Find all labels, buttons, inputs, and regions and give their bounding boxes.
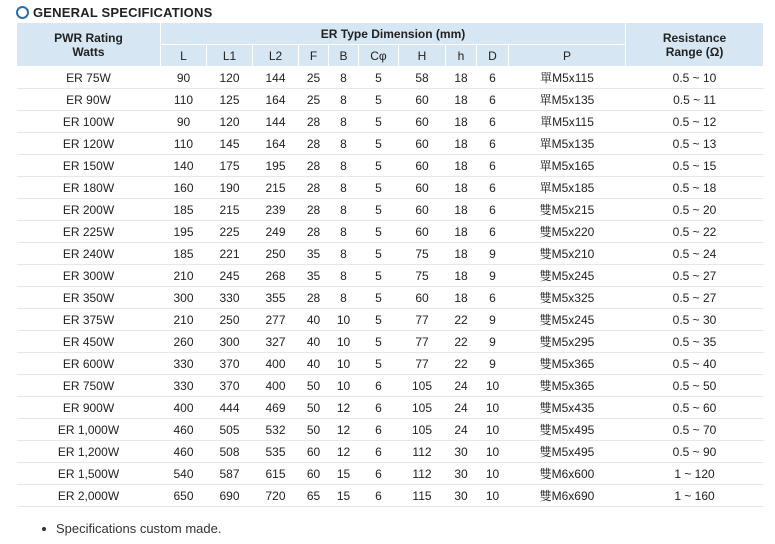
dimension-cell: 12 bbox=[329, 397, 359, 419]
dimension-cell: 8 bbox=[329, 265, 359, 287]
dimension-cell: 330 bbox=[161, 375, 207, 397]
pwr-rating-header-line1: PWR Rating bbox=[54, 30, 123, 45]
dimension-cell: 120 bbox=[207, 67, 253, 89]
pwr-rating-header-line2: Watts bbox=[72, 44, 105, 59]
dimension-cell: 144 bbox=[253, 111, 299, 133]
table-row bbox=[17, 199, 764, 221]
dimension-cell: 144 bbox=[253, 67, 299, 89]
dimension-cell: 10 bbox=[477, 375, 509, 397]
dimension-cell: 164 bbox=[253, 89, 299, 111]
dimension-cell: 250 bbox=[253, 243, 299, 265]
table-row bbox=[17, 331, 764, 353]
table-row bbox=[17, 221, 764, 243]
power-rating-cell: ER 1,200W bbox=[17, 441, 161, 463]
resistance-cell: 1 ~ 120 bbox=[626, 463, 764, 485]
dimension-cell: 22 bbox=[446, 331, 477, 353]
dimension-cell: 40 bbox=[299, 309, 329, 331]
dimension-cell: 330 bbox=[161, 353, 207, 375]
dimension-cell: 18 bbox=[446, 155, 477, 177]
dimension-cell: 300 bbox=[161, 287, 207, 309]
table-row bbox=[17, 463, 764, 485]
dimension-cell: 60 bbox=[399, 155, 446, 177]
dimension-cell: 6 bbox=[359, 463, 399, 485]
dimension-cell: 225 bbox=[207, 221, 253, 243]
power-rating-cell: ER 350W bbox=[17, 287, 161, 309]
dimension-cell: 460 bbox=[161, 441, 207, 463]
dimension-cell: 雙M5x495 bbox=[509, 441, 626, 463]
dimension-cell: 6 bbox=[477, 111, 509, 133]
dimension-cell: 5 bbox=[359, 177, 399, 199]
dimension-cell: 532 bbox=[253, 419, 299, 441]
dimension-cell: 18 bbox=[446, 111, 477, 133]
dimension-cell: 210 bbox=[161, 265, 207, 287]
dimension-cell: 15 bbox=[329, 485, 359, 507]
dimension-cell: 單M5x165 bbox=[509, 155, 626, 177]
dimension-cell: 690 bbox=[207, 485, 253, 507]
dimension-group-header: ER Type Dimension (mm) bbox=[161, 23, 626, 45]
dimension-cell: 185 bbox=[161, 199, 207, 221]
dimension-cell: 24 bbox=[446, 397, 477, 419]
dimension-cell: 單M5x115 bbox=[509, 111, 626, 133]
dimension-cell: 60 bbox=[399, 199, 446, 221]
dimension-cell: 單M5x115 bbox=[509, 67, 626, 89]
dimension-cell: 5 bbox=[359, 353, 399, 375]
dimension-cell: 60 bbox=[399, 287, 446, 309]
resistance-cell: 0.5 ~ 27 bbox=[626, 265, 764, 287]
resistance-cell: 0.5 ~ 24 bbox=[626, 243, 764, 265]
resistance-cell: 1 ~ 160 bbox=[626, 485, 764, 507]
dimension-cell: 370 bbox=[207, 375, 253, 397]
dimension-cell: 單M5x185 bbox=[509, 177, 626, 199]
dimension-cell: 6 bbox=[477, 67, 509, 89]
dimension-cell: 18 bbox=[446, 177, 477, 199]
dimension-cell: 249 bbox=[253, 221, 299, 243]
dimension-cell: 6 bbox=[477, 133, 509, 155]
resistance-cell: 0.5 ~ 27 bbox=[626, 287, 764, 309]
dimension-cell: 10 bbox=[477, 441, 509, 463]
dimension-cell: 164 bbox=[253, 133, 299, 155]
dimension-cell: 雙M5x210 bbox=[509, 243, 626, 265]
note-text: Specifications custom made. bbox=[56, 521, 222, 536]
dimension-cell: 145 bbox=[207, 133, 253, 155]
table-row bbox=[17, 111, 764, 133]
resistance-header-line2: Range (Ω) bbox=[665, 44, 724, 59]
dimension-cell: 10 bbox=[329, 331, 359, 353]
power-rating-cell: ER 225W bbox=[17, 221, 161, 243]
dimension-cell: 105 bbox=[399, 397, 446, 419]
table-row bbox=[17, 243, 764, 265]
dimension-cell: 6 bbox=[359, 441, 399, 463]
dimension-cell: 615 bbox=[253, 463, 299, 485]
dimension-cell: 505 bbox=[207, 419, 253, 441]
column-header: D bbox=[477, 45, 509, 67]
pwr-rating-header bbox=[17, 23, 161, 67]
dimension-cell: 75 bbox=[399, 243, 446, 265]
dimension-cell: 18 bbox=[446, 287, 477, 309]
dimension-cell: 25 bbox=[299, 89, 329, 111]
dimension-cell: 355 bbox=[253, 287, 299, 309]
power-rating-cell: ER 1,500W bbox=[17, 463, 161, 485]
dimension-cell: 400 bbox=[161, 397, 207, 419]
dimension-cell: 8 bbox=[329, 155, 359, 177]
dimension-cell: 6 bbox=[359, 485, 399, 507]
dimension-cell: 6 bbox=[477, 155, 509, 177]
power-rating-cell: ER 180W bbox=[17, 177, 161, 199]
power-rating-cell: ER 300W bbox=[17, 265, 161, 287]
dimension-cell: 50 bbox=[299, 397, 329, 419]
resistance-cell: 0.5 ~ 90 bbox=[626, 441, 764, 463]
dimension-cell: 10 bbox=[329, 309, 359, 331]
power-rating-cell: ER 750W bbox=[17, 375, 161, 397]
bullet-icon bbox=[42, 527, 46, 531]
dimension-cell: 雙M5x295 bbox=[509, 331, 626, 353]
dimension-cell: 5 bbox=[359, 243, 399, 265]
dimension-cell: 105 bbox=[399, 419, 446, 441]
dimension-cell: 460 bbox=[161, 419, 207, 441]
resistance-cell: 0.5 ~ 30 bbox=[626, 309, 764, 331]
dimension-cell: 400 bbox=[253, 353, 299, 375]
dimension-cell: 9 bbox=[477, 243, 509, 265]
dimension-cell: 雙M5x215 bbox=[509, 199, 626, 221]
dimension-cell: 雙M5x220 bbox=[509, 221, 626, 243]
table-row bbox=[17, 485, 764, 507]
table-row bbox=[17, 89, 764, 111]
dimension-cell: 8 bbox=[329, 287, 359, 309]
dimension-cell: 28 bbox=[299, 221, 329, 243]
dimension-cell: 5 bbox=[359, 67, 399, 89]
dimension-cell: 8 bbox=[329, 243, 359, 265]
table-row bbox=[17, 67, 764, 89]
dimension-cell: 18 bbox=[446, 89, 477, 111]
dimension-cell: 5 bbox=[359, 331, 399, 353]
power-rating-cell: ER 120W bbox=[17, 133, 161, 155]
dimension-cell: 120 bbox=[207, 111, 253, 133]
dimension-cell: 單M5x135 bbox=[509, 133, 626, 155]
dimension-cell: 105 bbox=[399, 375, 446, 397]
note bbox=[42, 521, 221, 536]
dimension-cell: 18 bbox=[446, 243, 477, 265]
dimension-cell: 28 bbox=[299, 111, 329, 133]
resistance-cell: 0.5 ~ 12 bbox=[626, 111, 764, 133]
dimension-cell: 雙M5x365 bbox=[509, 353, 626, 375]
dimension-cell: 210 bbox=[161, 309, 207, 331]
dimension-cell: 雙M5x435 bbox=[509, 397, 626, 419]
column-header: L1 bbox=[207, 45, 253, 67]
power-rating-cell: ER 90W bbox=[17, 89, 161, 111]
dimension-cell: 28 bbox=[299, 177, 329, 199]
dimension-cell: 58 bbox=[399, 67, 446, 89]
column-header: Cφ bbox=[359, 45, 399, 67]
dimension-cell: 90 bbox=[161, 67, 207, 89]
dimension-cell: 30 bbox=[446, 441, 477, 463]
power-rating-cell: ER 600W bbox=[17, 353, 161, 375]
resistance-cell: 0.5 ~ 50 bbox=[626, 375, 764, 397]
column-header: P bbox=[509, 45, 626, 67]
dimension-cell: 5 bbox=[359, 309, 399, 331]
dimension-cell: 25 bbox=[299, 67, 329, 89]
dimension-cell: 18 bbox=[446, 133, 477, 155]
dimension-cell: 540 bbox=[161, 463, 207, 485]
dimension-cell: 8 bbox=[329, 221, 359, 243]
dimension-cell: 60 bbox=[299, 463, 329, 485]
dimension-cell: 77 bbox=[399, 309, 446, 331]
dimension-cell: 50 bbox=[299, 375, 329, 397]
dimension-cell: 5 bbox=[359, 111, 399, 133]
power-rating-cell: ER 100W bbox=[17, 111, 161, 133]
dimension-cell: 77 bbox=[399, 353, 446, 375]
circle-bullet-icon bbox=[16, 6, 29, 19]
column-header: F bbox=[299, 45, 329, 67]
section-title bbox=[16, 3, 212, 21]
dimension-cell: 50 bbox=[299, 419, 329, 441]
dimension-cell: 6 bbox=[477, 199, 509, 221]
column-header: H bbox=[399, 45, 446, 67]
dimension-cell: 195 bbox=[253, 155, 299, 177]
dimension-cell: 9 bbox=[477, 265, 509, 287]
table-row bbox=[17, 155, 764, 177]
dimension-cell: 65 bbox=[299, 485, 329, 507]
resistance-cell: 0.5 ~ 40 bbox=[626, 353, 764, 375]
resistance-cell: 0.5 ~ 20 bbox=[626, 199, 764, 221]
dimension-cell: 60 bbox=[399, 111, 446, 133]
dimension-cell: 8 bbox=[329, 133, 359, 155]
resistance-cell: 0.5 ~ 15 bbox=[626, 155, 764, 177]
dimension-cell: 5 bbox=[359, 199, 399, 221]
dimension-cell: 508 bbox=[207, 441, 253, 463]
dimension-cell: 18 bbox=[446, 67, 477, 89]
dimension-cell: 40 bbox=[299, 353, 329, 375]
dimension-cell: 8 bbox=[329, 199, 359, 221]
table-row bbox=[17, 265, 764, 287]
dimension-cell: 15 bbox=[329, 463, 359, 485]
dimension-cell: 8 bbox=[329, 67, 359, 89]
resistance-cell: 0.5 ~ 11 bbox=[626, 89, 764, 111]
table-row bbox=[17, 441, 764, 463]
dimension-cell: 6 bbox=[477, 287, 509, 309]
dimension-cell: 28 bbox=[299, 133, 329, 155]
dimension-cell: 444 bbox=[207, 397, 253, 419]
dimension-cell: 24 bbox=[446, 419, 477, 441]
dimension-cell: 22 bbox=[446, 309, 477, 331]
dimension-cell: 6 bbox=[477, 89, 509, 111]
dimension-cell: 245 bbox=[207, 265, 253, 287]
dimension-cell: 75 bbox=[399, 265, 446, 287]
dimension-cell: 6 bbox=[477, 177, 509, 199]
power-rating-cell: ER 375W bbox=[17, 309, 161, 331]
power-rating-cell: ER 450W bbox=[17, 331, 161, 353]
dimension-cell: 9 bbox=[477, 309, 509, 331]
resistance-cell: 0.5 ~ 13 bbox=[626, 133, 764, 155]
dimension-cell: 28 bbox=[299, 155, 329, 177]
resistance-header bbox=[626, 23, 764, 67]
dimension-cell: 18 bbox=[446, 265, 477, 287]
table-row bbox=[17, 177, 764, 199]
dimension-cell: 535 bbox=[253, 441, 299, 463]
dimension-cell: 587 bbox=[207, 463, 253, 485]
dimension-cell: 221 bbox=[207, 243, 253, 265]
dimension-cell: 40 bbox=[299, 331, 329, 353]
table-row bbox=[17, 419, 764, 441]
dimension-cell: 112 bbox=[399, 463, 446, 485]
dimension-cell: 雙M5x365 bbox=[509, 375, 626, 397]
dimension-cell: 10 bbox=[477, 419, 509, 441]
dimension-cell: 雙M5x325 bbox=[509, 287, 626, 309]
column-header: L2 bbox=[253, 45, 299, 67]
power-rating-cell: ER 75W bbox=[17, 67, 161, 89]
dimension-cell: 18 bbox=[446, 199, 477, 221]
dimension-cell: 9 bbox=[477, 331, 509, 353]
dimension-cell: 24 bbox=[446, 375, 477, 397]
dimension-cell: 10 bbox=[477, 397, 509, 419]
dimension-cell: 5 bbox=[359, 89, 399, 111]
dimension-cell: 8 bbox=[329, 89, 359, 111]
power-rating-cell: ER 900W bbox=[17, 397, 161, 419]
resistance-cell: 0.5 ~ 10 bbox=[626, 67, 764, 89]
dimension-cell: 469 bbox=[253, 397, 299, 419]
dimension-cell: 115 bbox=[399, 485, 446, 507]
dimension-cell: 185 bbox=[161, 243, 207, 265]
dimension-cell: 90 bbox=[161, 111, 207, 133]
dimension-cell: 5 bbox=[359, 221, 399, 243]
dimension-cell: 330 bbox=[207, 287, 253, 309]
column-header: B bbox=[329, 45, 359, 67]
dimension-cell: 195 bbox=[161, 221, 207, 243]
column-header: h bbox=[446, 45, 477, 67]
dimension-cell: 雙M6x600 bbox=[509, 463, 626, 485]
dimension-cell: 650 bbox=[161, 485, 207, 507]
dimension-cell: 268 bbox=[253, 265, 299, 287]
column-header: L bbox=[161, 45, 207, 67]
dimension-cell: 300 bbox=[207, 331, 253, 353]
dimension-cell: 雙M6x690 bbox=[509, 485, 626, 507]
dimension-cell: 6 bbox=[359, 419, 399, 441]
dimension-cell: 720 bbox=[253, 485, 299, 507]
dimension-cell: 60 bbox=[399, 221, 446, 243]
dimension-cell: 6 bbox=[477, 221, 509, 243]
dimension-cell: 370 bbox=[207, 353, 253, 375]
power-rating-cell: ER 1,000W bbox=[17, 419, 161, 441]
dimension-cell: 112 bbox=[399, 441, 446, 463]
resistance-cell: 0.5 ~ 35 bbox=[626, 331, 764, 353]
table-row bbox=[17, 375, 764, 397]
dimension-cell: 30 bbox=[446, 463, 477, 485]
dimension-cell: 110 bbox=[161, 133, 207, 155]
dimension-cell: 28 bbox=[299, 199, 329, 221]
dimension-cell: 277 bbox=[253, 309, 299, 331]
dimension-cell: 雙M5x245 bbox=[509, 265, 626, 287]
dimension-cell: 5 bbox=[359, 155, 399, 177]
dimension-cell: 140 bbox=[161, 155, 207, 177]
dimension-cell: 60 bbox=[299, 441, 329, 463]
dimension-cell: 400 bbox=[253, 375, 299, 397]
dimension-cell: 18 bbox=[446, 221, 477, 243]
power-rating-cell: ER 2,000W bbox=[17, 485, 161, 507]
dimension-cell: 260 bbox=[161, 331, 207, 353]
table-row bbox=[17, 353, 764, 375]
dimension-cell: 8 bbox=[329, 177, 359, 199]
dimension-cell: 28 bbox=[299, 287, 329, 309]
dimension-cell: 10 bbox=[477, 485, 509, 507]
table-row bbox=[17, 133, 764, 155]
resistance-cell: 0.5 ~ 22 bbox=[626, 221, 764, 243]
dimension-cell: 5 bbox=[359, 265, 399, 287]
dimension-cell: 77 bbox=[399, 331, 446, 353]
dimension-cell: 10 bbox=[477, 463, 509, 485]
dimension-cell: 30 bbox=[446, 485, 477, 507]
dimension-cell: 60 bbox=[399, 177, 446, 199]
dimension-cell: 8 bbox=[329, 111, 359, 133]
dimension-cell: 10 bbox=[329, 353, 359, 375]
section-title-text: GENERAL SPECIFICATIONS bbox=[33, 4, 213, 20]
dimension-cell: 9 bbox=[477, 353, 509, 375]
power-rating-cell: ER 150W bbox=[17, 155, 161, 177]
dimension-cell: 10 bbox=[329, 375, 359, 397]
dimension-cell: 雙M5x245 bbox=[509, 309, 626, 331]
power-rating-cell: ER 200W bbox=[17, 199, 161, 221]
dimension-cell: 5 bbox=[359, 287, 399, 309]
dimension-cell: 6 bbox=[359, 397, 399, 419]
dimension-cell: 125 bbox=[207, 89, 253, 111]
dimension-cell: 60 bbox=[399, 133, 446, 155]
resistance-cell: 0.5 ~ 18 bbox=[626, 177, 764, 199]
dimension-cell: 327 bbox=[253, 331, 299, 353]
dimension-cell: 12 bbox=[329, 419, 359, 441]
dimension-cell: 190 bbox=[207, 177, 253, 199]
table-row bbox=[17, 287, 764, 309]
dimension-cell: 215 bbox=[207, 199, 253, 221]
dimension-cell: 60 bbox=[399, 89, 446, 111]
table-row bbox=[17, 309, 764, 331]
dimension-cell: 110 bbox=[161, 89, 207, 111]
dimension-cell: 35 bbox=[299, 243, 329, 265]
resistance-cell: 0.5 ~ 60 bbox=[626, 397, 764, 419]
power-rating-cell: ER 240W bbox=[17, 243, 161, 265]
dimension-cell: 12 bbox=[329, 441, 359, 463]
dimension-cell: 175 bbox=[207, 155, 253, 177]
dimension-cell: 22 bbox=[446, 353, 477, 375]
dimension-cell: 160 bbox=[161, 177, 207, 199]
dimension-cell: 35 bbox=[299, 265, 329, 287]
dimension-cell: 單M5x135 bbox=[509, 89, 626, 111]
dimension-cell: 239 bbox=[253, 199, 299, 221]
dimension-cell: 雙M5x495 bbox=[509, 419, 626, 441]
dimension-cell: 6 bbox=[359, 375, 399, 397]
resistance-cell: 0.5 ~ 70 bbox=[626, 419, 764, 441]
table-row bbox=[17, 397, 764, 419]
specifications-table bbox=[16, 22, 764, 507]
resistance-header-line1: Resistance bbox=[662, 30, 727, 45]
dimension-cell: 5 bbox=[359, 133, 399, 155]
dimension-cell: 250 bbox=[207, 309, 253, 331]
dimension-cell: 215 bbox=[253, 177, 299, 199]
